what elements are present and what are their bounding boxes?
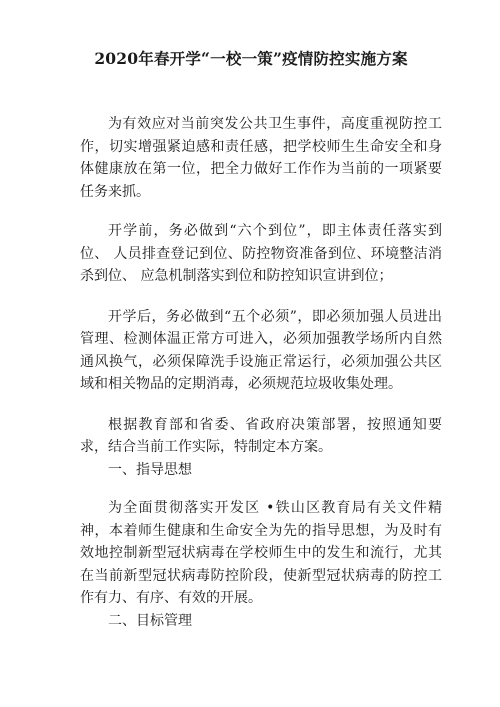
section-heading-guiding-ideology: 一、指导思想 — [108, 461, 192, 478]
section-heading-target-management: 二、目标管理 — [108, 612, 192, 629]
document-title: 2020年春开学“一校一策”疫情防控实施方案 — [94, 49, 408, 68]
pre-opening-paragraph: 开学前，务必做到“六个到位”，即主体责任落实到位、 人员排查登记到位、防控物资准备到位、环境整洁消杀到位、 应急机制落实到位和防控知识宣讲到位； — [80, 223, 442, 284]
intro-paragraph: 为有效应对当前突发公共卫生事件，高度重视防控工作，切实增强紧迫感和责任感，把学校师生生命安全和身体健康放在第一位，把全力做好工作作为当前的一项紧要任务来抓。 — [80, 116, 442, 200]
basis-paragraph: 根据教育部和省委、省政府决策部署，按照通知要求，结合当前工作实际，特制定本方案。 — [80, 416, 442, 455]
post-opening-paragraph: 开学后，务必做到“五个必须”，即必须加强人员进出管理、检测体温正常方可进入，必须加强教学场所内自然通风换气，必须保障洗手设施正常运行，必须加强公共区域和相关物品的定期消毒，必须规范垃圾收集处理。 — [80, 308, 442, 392]
guiding-ideology-paragraph: 为全面贯彻落实开发区 •铁山区教育局有关文件精神，本着师生健康和生命安全为先的指导思想，为及时有效地控制新型冠状病毒在学校师生中的发生和流行，尤其在当前新型冠状病毒防控阶段，使新型冠状病毒的防控工作有力、有序、有效的开展。 — [80, 500, 442, 606]
